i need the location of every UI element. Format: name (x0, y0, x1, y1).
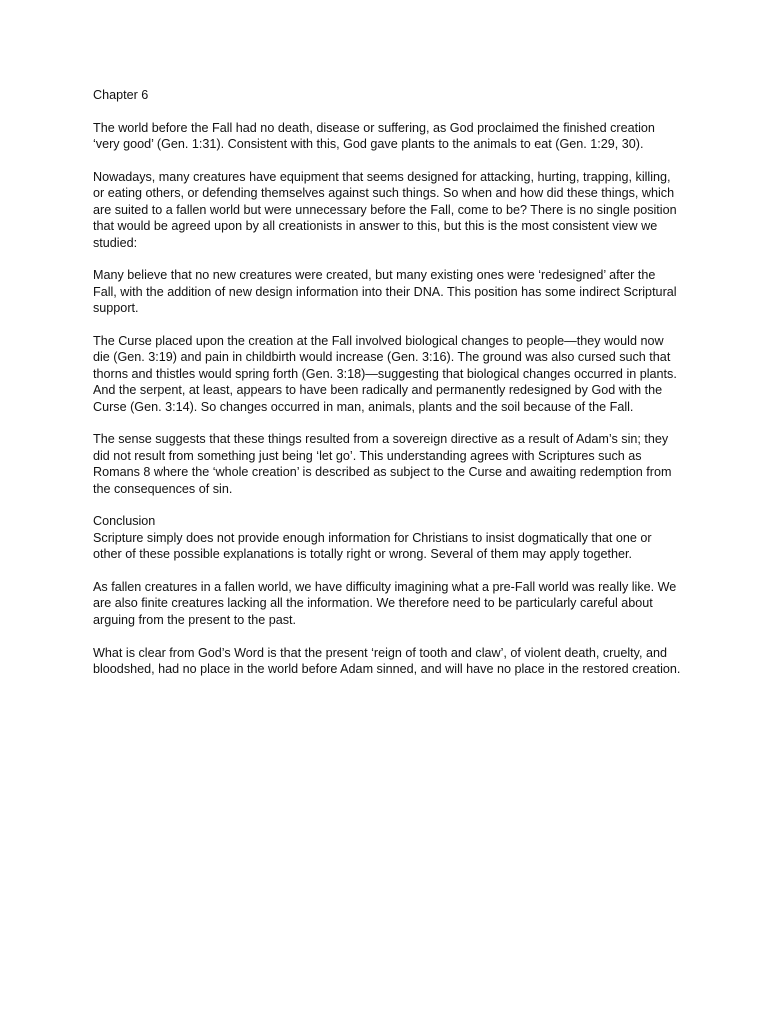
paragraph-intro: The world before the Fall had no death, disease or suffering, as God proclaimed the finished creation ‘very good’ (Gen. 1:31). Consistent with this, God gave plants to the animals to eat (Gen. 1:29, 30). (93, 120, 655, 152)
paragraph-redesigned: Many believe that no new creatures were created, but many existing ones were ‘redesigned’ after the Fall, with the addition of new design information into their DNA. This position has some indirect Scriptural support. (93, 268, 677, 316)
paragraph-nowadays: Nowadays, many creatures have equipment that seems designed for attacking, hurting, trapping, killing, or eating others, or defending themselves against such things. So when and how did these things, which are suited to a fallen world but were unnecessary before the Fall, come to be? There is no single position that would be agreed upon by all creationists in answer to this, but this is the most consistent view we studied: (93, 170, 677, 250)
paragraph-sense: The sense suggests that these things resulted from a sovereign directive as a result of Adam’s sin; they did not result from something just being ‘let go’. This understanding agrees with Scriptures such as Romans 8 where the ‘whole creation’ is described as subject to the Curse and awaiting redemption from the consequences of sin. (93, 432, 672, 496)
paragraph-conclusion-clear: What is clear from God’s Word is that the present ‘reign of tooth and claw’, of violent death, cruelty, and bloodshed, had no place in the world before Adam sinned, and will have no place in the restored creation. (93, 645, 681, 677)
chapter-heading: Chapter 6 (93, 88, 149, 102)
paragraph-conclusion-scripture: Scripture simply does not provide enough information for Christians to insist dogmatically that one or other of these possible explanations is totally right or wrong. Several of them may apply together. (93, 530, 652, 562)
paragraph-conclusion-fallen: As fallen creatures in a fallen world, we have difficulty imagining what a pre-Fall world was really like. We are also finite creatures lacking all the information. We therefore need to be particularly careful about arguing from the present to the past. (93, 580, 677, 627)
conclusion-heading: Conclusion (93, 514, 156, 529)
document-page (93, 87, 681, 694)
paragraph-curse: The Curse placed upon the creation at the Fall involved biological changes to people—they would now die (Gen. 3:19) and pain in childbirth would increase (Gen. 3:16). The ground was also cursed such that thorns and thistles would spring forth (Gen. 3:18)—suggesting that biological changes occurred in plants. And the serpent, at least, appears to have been radically and permanently redesigned by God with the Curse (Gen. 3:14). So changes occurred in man, animals, plants and the soil because of the Fall. (93, 334, 677, 414)
